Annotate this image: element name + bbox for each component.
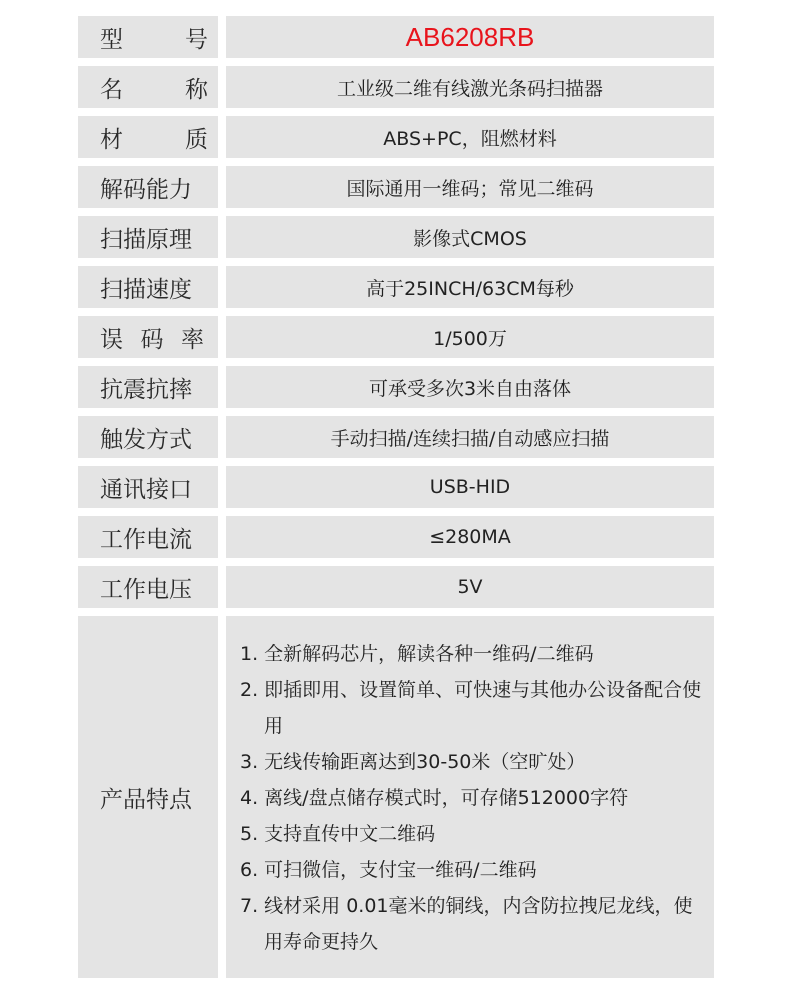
spec-value: 5V bbox=[226, 566, 714, 608]
spec-label-char: 码 bbox=[140, 326, 164, 353]
spec-label-char: 名 bbox=[100, 76, 123, 103]
spec-label-char: 质 bbox=[185, 126, 208, 153]
spec-row-scan-speed bbox=[78, 266, 714, 308]
features-value bbox=[226, 616, 714, 978]
feature-item: 2. 即插即用、设置简单、可快速与其他办公设备配合使用 bbox=[240, 679, 702, 737]
spec-label-char: 号 bbox=[185, 26, 208, 53]
spec-row-name bbox=[78, 66, 714, 108]
spec-value: 影像式CMOS bbox=[226, 216, 714, 258]
spec-label: 扫描速度 bbox=[78, 266, 218, 308]
spec-label: 解码能力 bbox=[78, 166, 218, 208]
feature-item: 6. 可扫微信，支付宝一维码/二维码 bbox=[240, 859, 537, 881]
spec-row-voltage bbox=[78, 566, 714, 608]
spec-label: 扫描原理 bbox=[78, 216, 218, 258]
spec-table bbox=[78, 16, 714, 978]
feature-item: 3. 无线传输距离达到30-50米（空旷处） bbox=[240, 751, 586, 773]
spec-label: 工作电流 bbox=[78, 516, 218, 558]
spec-row-model bbox=[78, 16, 714, 58]
spec-value: ≤280MA bbox=[226, 516, 714, 558]
spec-row-decoding bbox=[78, 166, 714, 208]
spec-value: 国际通用一维码；常见二维码 bbox=[226, 166, 714, 208]
spec-label-char: 误 bbox=[100, 326, 123, 353]
spec-label: 抗震抗摔 bbox=[78, 366, 218, 408]
spec-label-char: 率 bbox=[181, 326, 204, 353]
spec-row-trigger bbox=[78, 416, 714, 458]
spec-label-char: 型 bbox=[100, 26, 123, 53]
spec-label bbox=[78, 66, 218, 108]
spec-row-shock bbox=[78, 366, 714, 408]
spec-value: USB-HID bbox=[226, 466, 714, 508]
feature-item: 1. 全新解码芯片，解读各种一维码/二维码 bbox=[240, 643, 594, 665]
spec-value: ABS+PC，阻燃材料 bbox=[226, 116, 714, 158]
spec-value: 可承受多次3米自由落体 bbox=[226, 366, 714, 408]
spec-value: 高于25INCH/63CM每秒 bbox=[226, 266, 714, 308]
feature-item: 4. 离线/盘点储存模式时，可存储512000字符 bbox=[240, 787, 629, 809]
spec-label-char: 称 bbox=[185, 76, 208, 103]
spec-label bbox=[78, 16, 218, 58]
spec-row-features bbox=[78, 616, 714, 978]
spec-value: 工业级二维有线激光条码扫描器 bbox=[226, 66, 714, 108]
spec-value-model: AB6208RB bbox=[226, 16, 714, 58]
spec-row-material bbox=[78, 116, 714, 158]
feature-item: 5. 支持直传中文二维码 bbox=[240, 823, 436, 845]
spec-value: 1/500万 bbox=[226, 316, 714, 358]
spec-label: 通讯接口 bbox=[78, 466, 218, 508]
spec-row-error-rate bbox=[78, 316, 714, 358]
feature-item: 7. 线材采用 0.01毫米的铜线，内含防拉拽尼龙线，使用寿命更持久 bbox=[240, 895, 693, 953]
spec-label bbox=[78, 116, 218, 158]
spec-label-char: 材 bbox=[100, 126, 123, 153]
features-label: 产品特点 bbox=[78, 616, 218, 978]
spec-row-scan-principle bbox=[78, 216, 714, 258]
spec-row-interface bbox=[78, 466, 714, 508]
feature-list bbox=[240, 636, 704, 960]
spec-label: 工作电压 bbox=[78, 566, 218, 608]
spec-label: 触发方式 bbox=[78, 416, 218, 458]
spec-row-current bbox=[78, 516, 714, 558]
spec-value: 手动扫描/连续扫描/自动感应扫描 bbox=[226, 416, 714, 458]
spec-label bbox=[78, 316, 218, 358]
